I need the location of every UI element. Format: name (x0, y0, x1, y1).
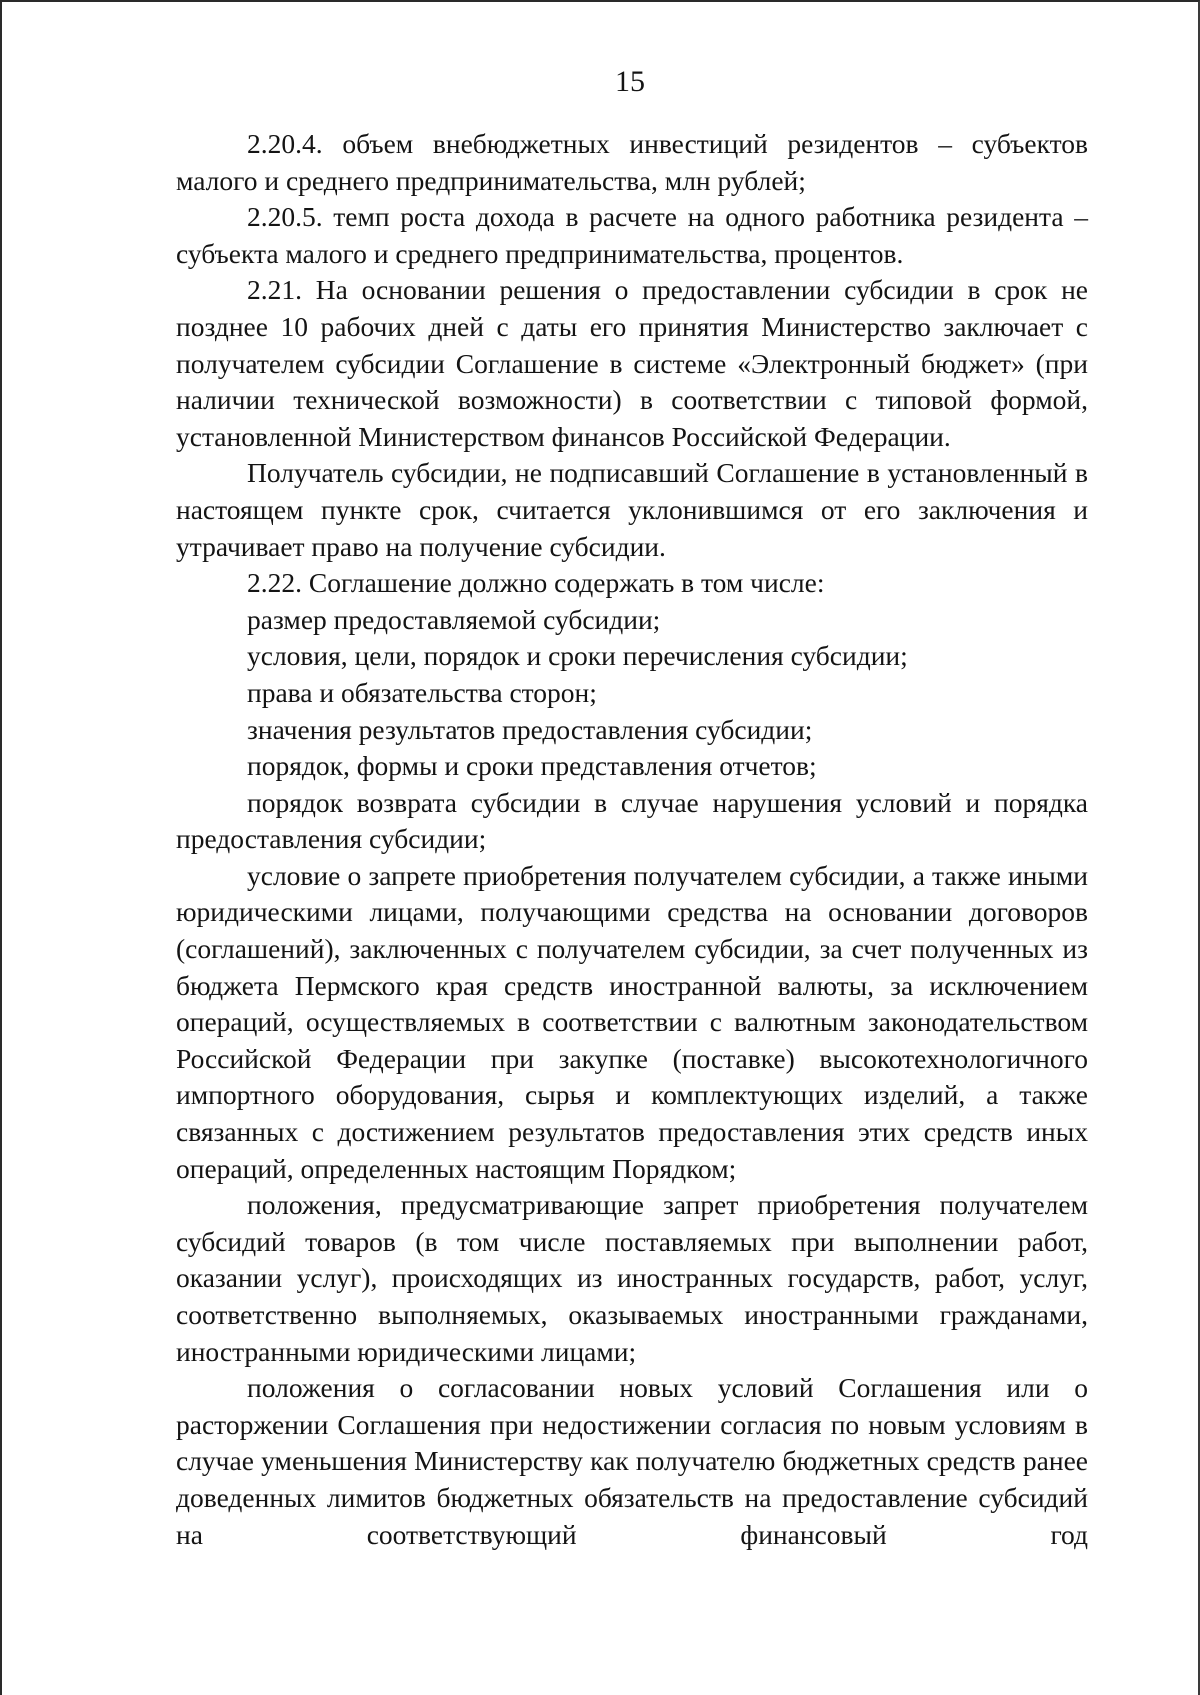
list-item-foreign-goods-prohibition: положения, предусматривающие запрет приобретения получателем субсидий товаров (в том числе поставляемых при выполнении работ, оказании услуг), происходящих из иностранных государств, работ, услуг, соответственно выполняемых, оказываемых иностранными гражданами, иностранными юридическими лицами; (176, 1189, 1088, 1367)
list-item-subsidy-amount: размер предоставляемой субсидии; (247, 603, 661, 635)
page-number: 15 (615, 65, 645, 98)
paragraph-recipient-refusal: Получатель субсидии, не подписавший Соглашение в установленный в настоящем пункте срок, считается уклонившимся от его заключения и утрачивает право на получение субсидии. (176, 457, 1088, 562)
list-item-new-conditions: положения о согласовании новых условий Соглашения или о расторжении Соглашения при недостижении согласия по новым условиям в случае уменьшения Министерству как получателю бюджетных средств ранее доведенных лимитов бюджетных обязательств на предоставление субсидий на соответствующий финансовый год (176, 1372, 1088, 1550)
list-item-currency-prohibition: условие о запрете приобретения получателем субсидии, а также иными юридическими лицами, получающими средства на основании договоров (соглашений), заключенных с получателем субсидии, за счет полученных из бюджета Пермского края средств иностранной валюты, за исключением операций, осуществляемых в соответствии с валютным законодательством Российской Федерации при закупке (поставке) высокотехнологичного импортного оборудования, сырья и комплектующих изделий, а также связанных с достижением результатов предоставления этих средств иных операций, определенных настоящим Порядком; (176, 859, 1088, 1184)
paragraph-2-20-4: 2.20.4. объем внебюджетных инвестиций резидентов – субъектов малого и среднего предпринимательства, млн рублей; (176, 128, 1088, 196)
list-item-refund-procedure: порядок возврата субсидии в случае нарушения условий и порядка предоставления субсидии; (176, 786, 1088, 855)
paragraph-2-22: 2.22. Соглашение должно содержать в том числе: (247, 567, 825, 599)
document-body (176, 126, 1088, 1553)
list-item-conditions: условия, цели, порядок и сроки перечисления субсидии; (247, 640, 908, 672)
paragraph-2-21: 2.21. На основании решения о предоставлении субсидии в срок не позднее 10 рабочих дней с даты его принятия Министерство заключает с получателем субсидии Соглашение в системе «Электронный бюджет» (при наличии технической возможности) в соответствии с типовой формой, установленной Министерством финансов Российской Федерации. (176, 274, 1088, 452)
list-item-reporting: порядок, формы и сроки представления отчетов; (247, 750, 817, 782)
paragraph-2-20-5: 2.20.5. темп роста дохода в расчете на одного работника резидента – субъекта малого и среднего предпринимательства, процентов. (176, 201, 1088, 269)
list-item-result-values: значения результатов предоставления субсидии; (247, 713, 813, 745)
list-item-rights-obligations: права и обязательства сторон; (247, 676, 597, 708)
